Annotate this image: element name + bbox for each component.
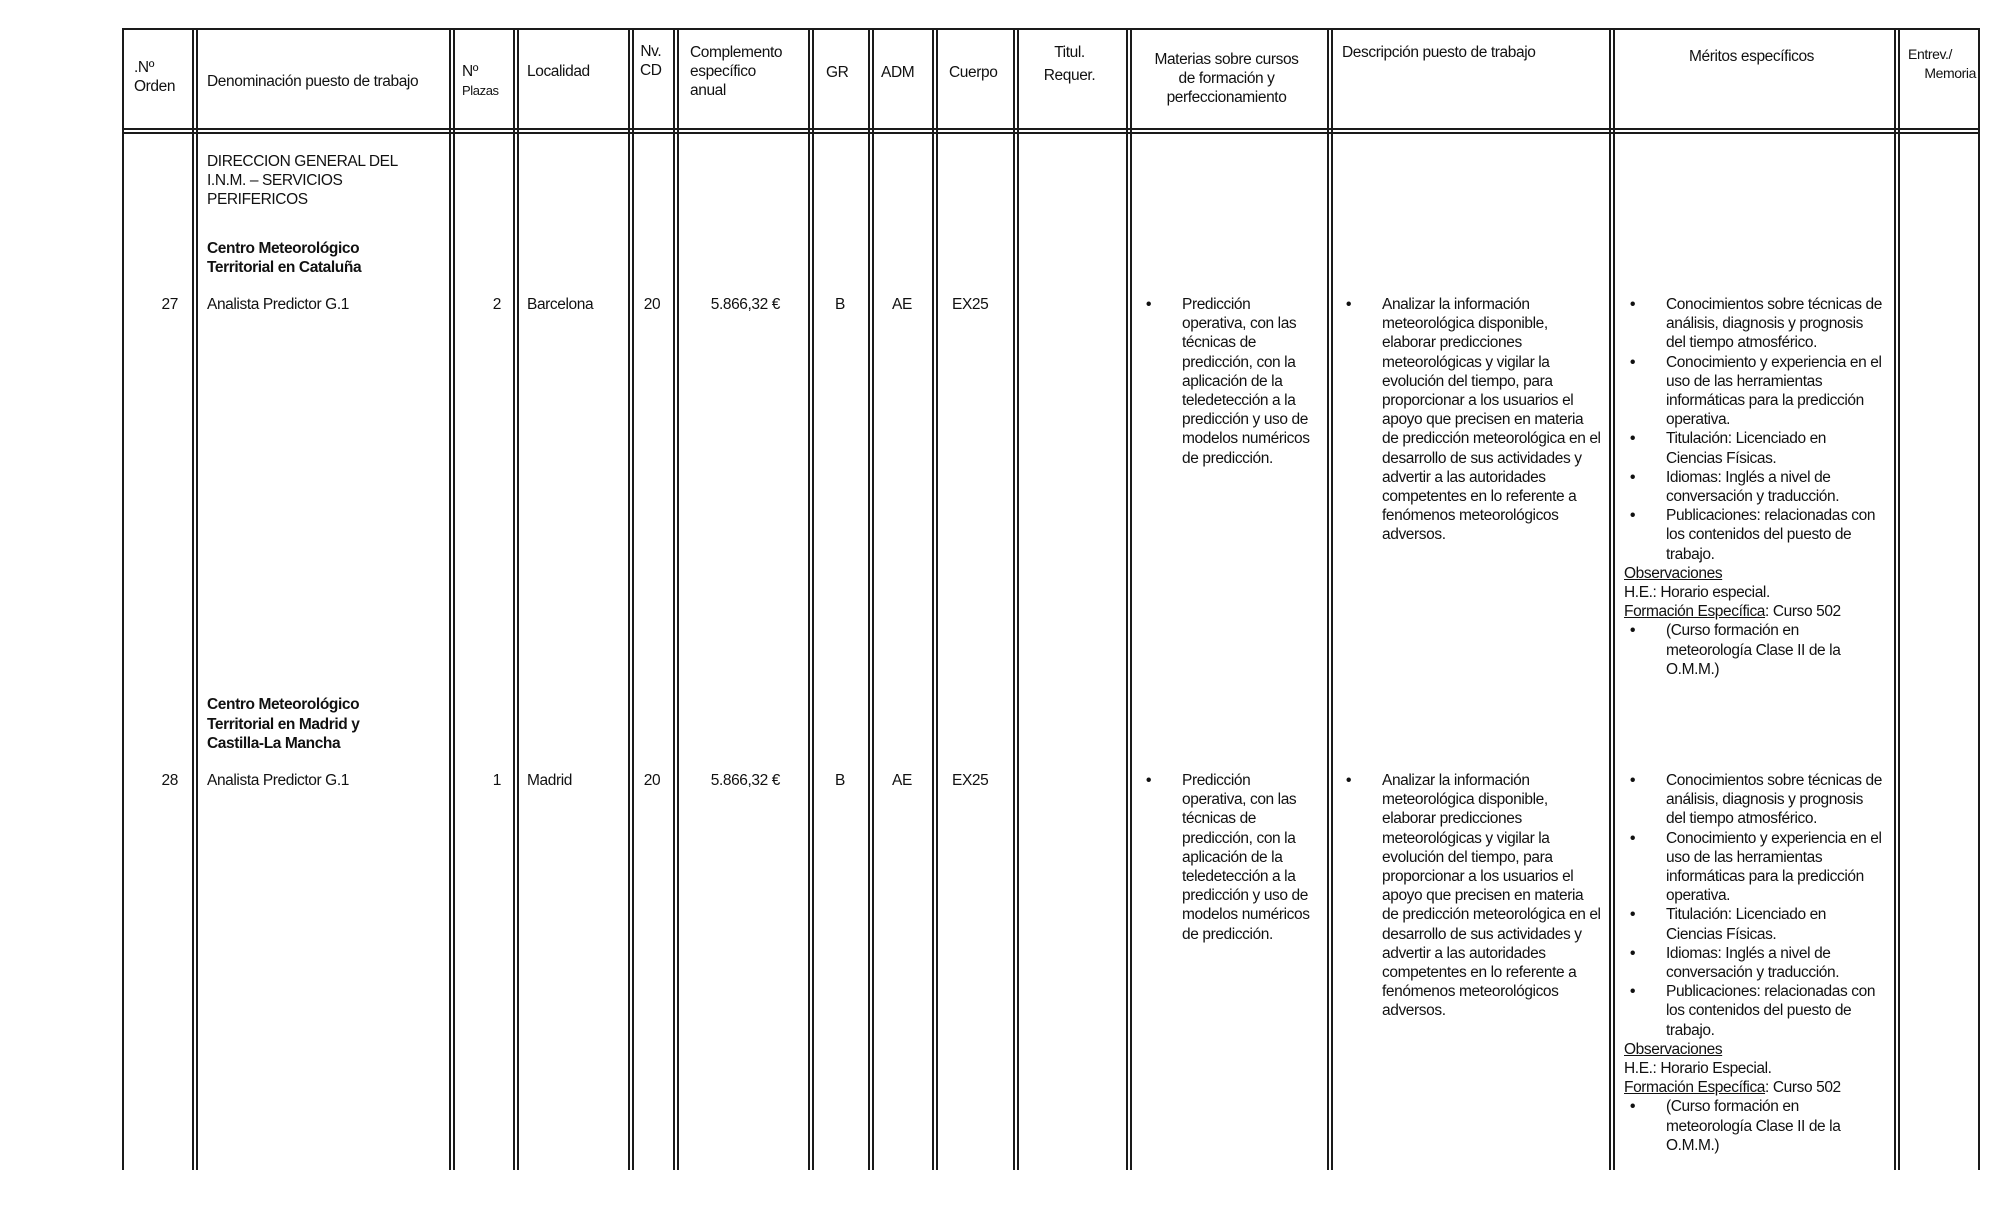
materia-item: • Predicción operativa, con las técnicas de predicción, con la aplicación de la teledetección a la predicción y uso de modelos numéricos de predicción. [1182, 295, 1314, 468]
grid-line [192, 28, 194, 1170]
header-descripcion: Descripción puesto de trabajo [1342, 44, 1536, 61]
formacion-list [1666, 1097, 1886, 1155]
grid-line [1130, 28, 1132, 1170]
grid-line [872, 28, 874, 1170]
materia-item: • Predicción operativa, con las técnicas de predicción, con la aplicación de la teledetección a la predicción y uso de modelos numéricos de predicción. [1182, 771, 1314, 944]
header-text: Materias sobre cursos [1154, 51, 1299, 68]
merito-item: • Conocimientos sobre técnicas de análisis, diagnosis y prognosis del tiempo atmosférico. [1666, 295, 1886, 353]
centro-heading: Centro Meteorológico Territorial en Madrid y Castilla-La Mancha [207, 696, 360, 752]
localidad-cell: Barcelona [527, 296, 594, 313]
grid-line [122, 28, 1980, 30]
grid-line [868, 28, 870, 1170]
grid-line [453, 28, 455, 1170]
merito-list [1666, 295, 1886, 564]
header-text: perfeccionamiento [1166, 89, 1287, 106]
header-entrev [1900, 45, 1976, 83]
header-text: Nº [462, 63, 479, 80]
cuerpo-cell: EX25 [952, 772, 989, 789]
header-text: CD [640, 62, 662, 79]
formacion-value: : Curso 502 [1765, 603, 1841, 621]
grid-line [449, 28, 451, 1170]
grid-line [1331, 28, 1333, 1170]
formacion-item: • (Curso formación en meteorología Clase II de la O.M.M.) [1666, 1097, 1886, 1155]
materia-list [1182, 771, 1314, 944]
nivel-cell: 20 [643, 772, 661, 789]
header-materias [1126, 50, 1327, 107]
grid-line [677, 28, 679, 1170]
centro-heading: Centro Meteorológico Territorial en Cataluña [207, 239, 362, 276]
merito-item: • Titulación: Licenciado en Ciencias Físicas. [1666, 429, 1886, 467]
header-text: Entrev./ [1908, 46, 1953, 62]
observaciones-label-text: Observaciones [1624, 1040, 1723, 1058]
grid-line [1126, 28, 1128, 1170]
formacion-line [1624, 1078, 1886, 1097]
merito-item: • Conocimiento y experiencia en el uso de las herramientas informáticas para la predicción operativa. [1666, 353, 1886, 430]
materias-cell [1182, 771, 1314, 944]
adm-cell: AE [892, 772, 912, 789]
merito-item: • Conocimientos sobre técnicas de análisis, diagnosis y prognosis del tiempo atmosférico. [1666, 771, 1886, 829]
grid-line [1609, 28, 1611, 1170]
grid-line [628, 28, 630, 1170]
grid-line [673, 28, 675, 1170]
materia-list [1182, 295, 1314, 468]
header-localidad: Localidad [527, 63, 590, 80]
organization-heading: DIRECCION GENERAL DEL I.N.M. – SERVICIOS PERIFERICOS [207, 153, 398, 209]
orden-cell: 28 [161, 772, 178, 789]
gr-cell: B [835, 296, 845, 313]
header-gr: GR [826, 64, 849, 81]
meritos-cell [1624, 295, 1886, 679]
adm-cell: AE [892, 296, 912, 313]
grid-line [122, 128, 1980, 130]
merito-item: • Idiomas: Inglés a nivel de conversación y traducción. [1666, 468, 1886, 506]
grid-line [812, 28, 814, 1170]
formacion-value: : Curso 502 [1765, 1079, 1841, 1097]
header-plazas [462, 62, 499, 100]
grid-line [122, 28, 124, 1170]
merito-item: • Titulación: Licenciado en Ciencias Físicas. [1666, 905, 1886, 943]
grid-line [936, 28, 938, 1170]
observaciones-text: H.E.: Horario Especial. [1624, 1060, 1772, 1078]
grid-line [513, 28, 515, 1170]
nivel-cell: 20 [643, 296, 661, 313]
plazas-cell: 1 [492, 772, 501, 789]
grid-line [1327, 28, 1329, 1170]
plazas-cell: 2 [492, 296, 501, 313]
descripcion-item: • Analizar la información meteorológica disponible, elaborar predicciones meteorológicas y vigilar la evolución del tiempo, para proporcionar a los usuarios el apoyo que precisen en materia de predicción meteorológica en el desarrollo de sus actividades y advertir a las autoridades competentes en lo referente a fenómenos meteorológicos adversos. [1382, 295, 1602, 545]
formacion-label: Formación Específica [1624, 603, 1766, 621]
denominacion-cell: Analista Predictor G.1 [207, 772, 349, 789]
header-text: .Nº [134, 59, 154, 76]
gr-cell: B [835, 772, 845, 789]
header-text: Requer. [1043, 67, 1096, 84]
grid-line [122, 132, 1980, 134]
descripcion-cell [1382, 295, 1602, 545]
header-text: Complemento [690, 44, 783, 61]
header-text: Orden [134, 78, 176, 95]
observaciones-label-text: Observaciones [1624, 564, 1723, 582]
descripcion-list [1382, 295, 1602, 545]
formacion-item: • (Curso formación en meteorología Clase II de la O.M.M.) [1666, 621, 1886, 679]
grid-line [1013, 28, 1015, 1170]
meritos-cell [1624, 771, 1886, 1155]
header-meritos: Méritos específicos [1688, 48, 1815, 65]
grid-line [1898, 28, 1900, 1170]
formacion-label: Formación Específica [1624, 1079, 1766, 1097]
header-text: Plazas [462, 83, 499, 98]
descripcion-item: • Analizar la información meteorológica disponible, elaborar predicciones meteorológicas y vigilar la evolución del tiempo, para proporcionar a los usuarios el apoyo que precisen en materia de predicción meteorológica en el desarrollo de sus actividades y advertir a las autoridades competentes en lo referente a fenómenos meteorológicos adversos. [1382, 771, 1602, 1021]
descripcion-list [1382, 771, 1602, 1021]
header-text: anual [690, 82, 726, 99]
merito-item: • Publicaciones: relacionadas con los contenidos del puesto de trabajo. [1666, 982, 1886, 1040]
header-nivel [640, 42, 662, 80]
localidad-cell: Madrid [527, 772, 572, 789]
cuerpo-cell: EX25 [952, 296, 989, 313]
header-text: Titul. [1054, 44, 1085, 61]
grid-line [1978, 28, 1980, 1170]
header-text: de formación y [1178, 70, 1275, 87]
header-adm: ADM [881, 64, 915, 81]
header-titul [1013, 43, 1126, 85]
grid-line [632, 28, 634, 1170]
grid-line [196, 28, 198, 1170]
grid-line [808, 28, 810, 1170]
header-cuerpo: Cuerpo [949, 64, 998, 81]
header-complemento [690, 43, 782, 100]
grid-line [932, 28, 934, 1170]
orden-cell: 27 [161, 296, 178, 313]
denominacion-cell: Analista Predictor G.1 [207, 296, 349, 313]
formacion-line [1624, 602, 1886, 621]
header-orden [134, 58, 189, 96]
header-text: específico [690, 63, 756, 80]
grid-line [517, 28, 519, 1170]
merito-item: • Publicaciones: relacionadas con los contenidos del puesto de trabajo. [1666, 506, 1886, 564]
merito-list [1666, 771, 1886, 1040]
descripcion-cell [1382, 771, 1602, 1021]
materias-cell [1182, 295, 1314, 468]
header-denominacion: Denominación puesto de trabajo [207, 73, 419, 90]
grid-line [1613, 28, 1615, 1170]
observaciones-label [1624, 564, 1886, 583]
formacion-list [1666, 621, 1886, 679]
observaciones-label [1624, 1040, 1886, 1059]
header-text: Nv. [640, 43, 662, 60]
grid-line [1894, 28, 1896, 1170]
merito-item: • Idiomas: Inglés a nivel de conversación y traducción. [1666, 944, 1886, 982]
observaciones-text: H.E.: Horario especial. [1624, 584, 1770, 602]
merito-item: • Conocimiento y experiencia en el uso de las herramientas informáticas para la predicción operativa. [1666, 829, 1886, 906]
complemento-cell: 5.866,32 € [710, 772, 780, 789]
header-text: Memoria [1924, 65, 1976, 81]
complemento-cell: 5.866,32 € [710, 296, 780, 313]
grid-line [1017, 28, 1019, 1170]
